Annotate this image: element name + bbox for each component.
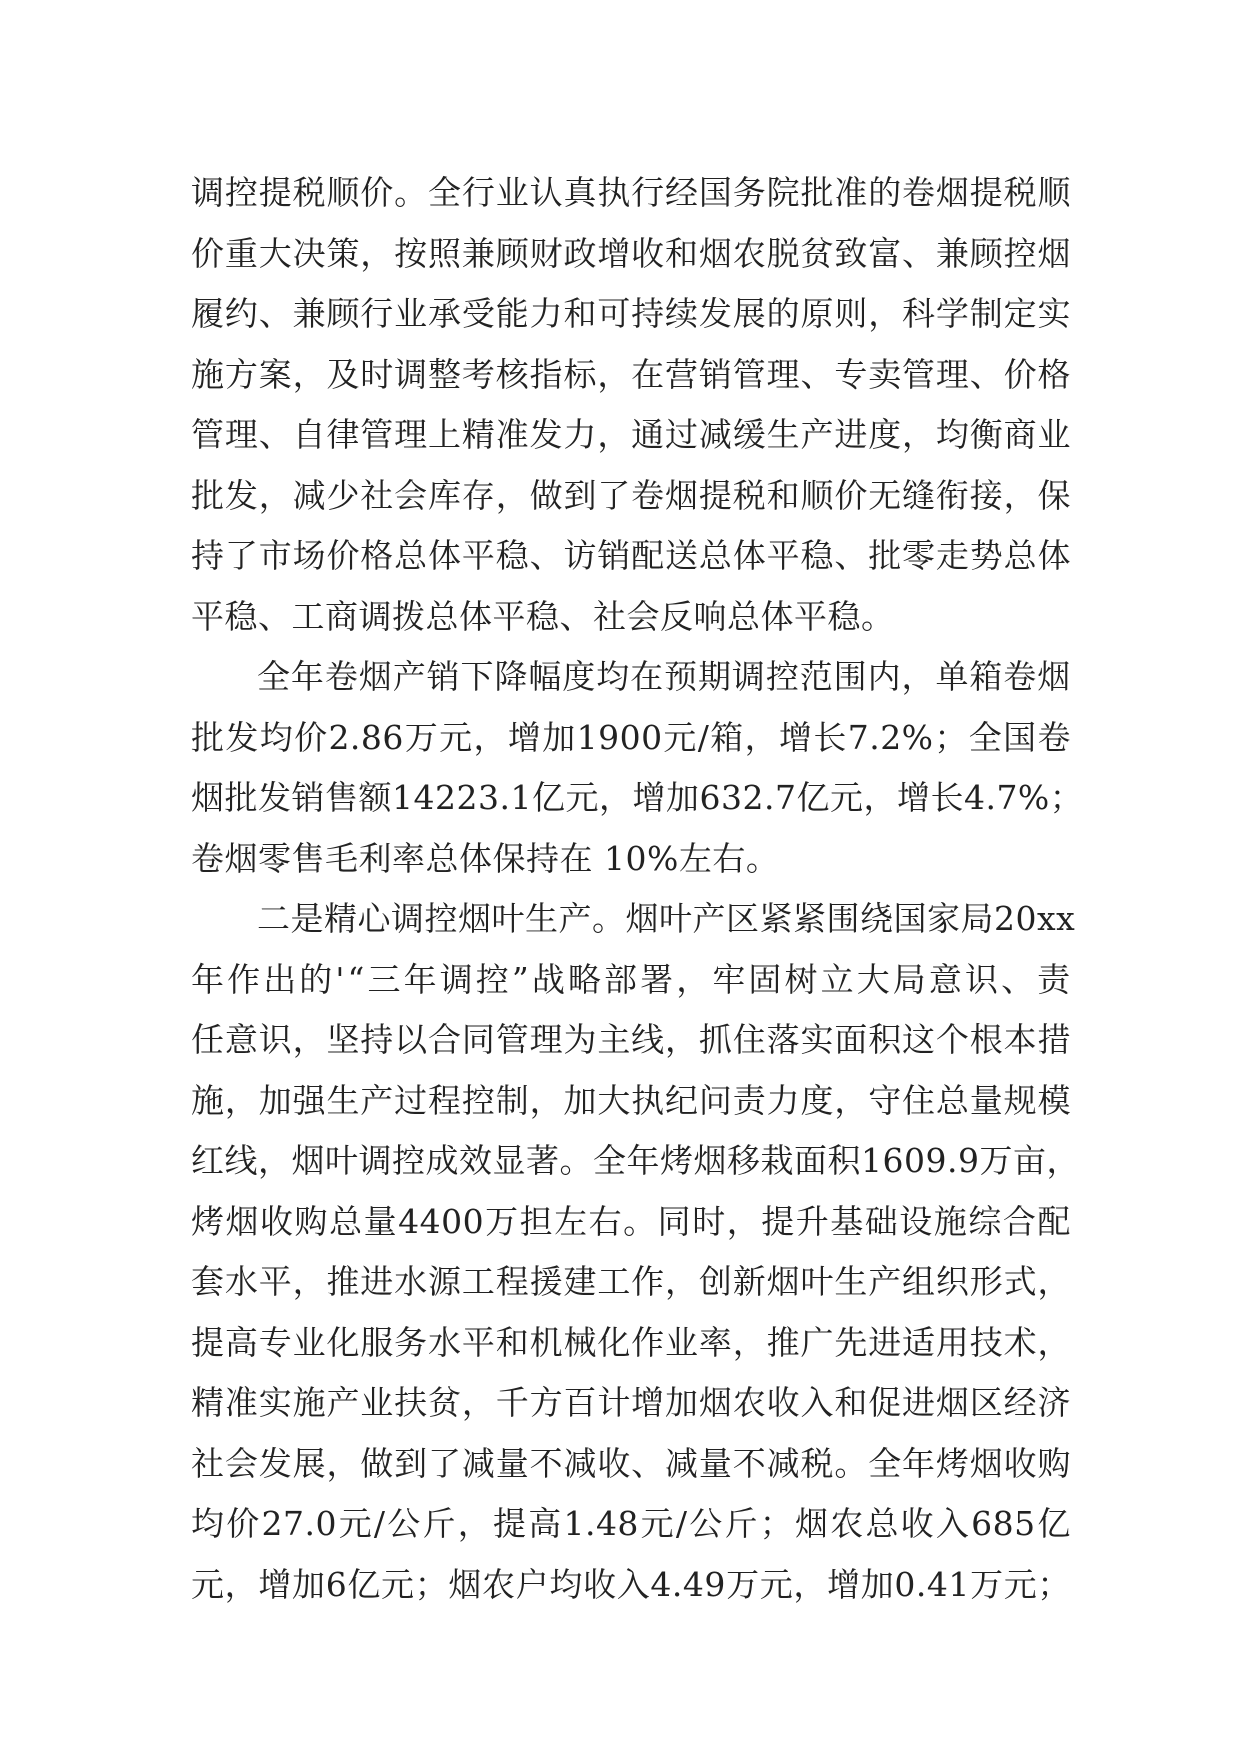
text-line: 批 发 ， 减 少 社 会 库 存 ， 做 到 了 卷 烟 提 税 和 顺 价 无 缝 衔 接 ， 保	[191, 475, 1071, 515]
text-line: 年 作 出 的 ' “ 三 年 调 控 ” 战 略 部 署 ， 牢 固 树 立 大 局 意 识 、 责	[191, 959, 1071, 999]
text-line: 批 发 均 价 2.86 万 元 ， 增 加 1900 元 / 箱 ， 增 长 7.2% ； 全 国 卷	[191, 717, 1071, 757]
text-line: 二 是 精 心 调 控 烟 叶 生 产 。 烟 叶 产 区 紧 紧 围 绕 国 家 局 20xx	[257, 899, 1076, 938]
text-line: 全 年 卷 烟 产 销 下 降 幅 度 均 在 预 期 调 控 范 围 内 ， 单 箱 卷 烟	[257, 657, 1071, 696]
text-line: 红 线 ， 烟 叶 调 控 成 效 显 著 。 全 年 烤 烟 移 栽 面 积 1609.9 万 亩 ，	[191, 1141, 1080, 1180]
text-line: 均 价 27.0 元 / 公 斤 ， 提 高 1.48 元 / 公 斤 ； 烟 农 总 收 入 685 亿	[191, 1504, 1071, 1543]
text-line: 持 了 市 场 价 格 总 体 平 稳 、 访 销 配 送 总 体 平 稳 、 批 零 走 势 总 体	[191, 536, 1071, 575]
text-line: 精 准 实 施 产 业 扶 贫 ， 千 方 百 计 增 加 烟 农 收 入 和 促 进 烟 区 经 济	[191, 1383, 1071, 1422]
text-line: 价 重 大 决 策 ， 按 照 兼 顾 财 政 增 收 和 烟 农 脱 贫 致 富 、 兼 顾 控 烟	[191, 233, 1071, 273]
text-line: 卷烟零售毛利率总体保持在 10%左右。	[191, 838, 780, 878]
text-line: 任 意 识 ， 坚 持 以 合 同 管 理 为 主 线 ， 抓 住 落 实 面 积 这 个 根 本 措	[191, 1020, 1071, 1059]
text-line: 履 约 、 兼 顾 行 业 承 受 能 力 和 可 持 续 发 展 的 原 则 ， 科 学 制 定 实	[191, 294, 1071, 333]
text-line: 平稳、工商调拨总体平稳、社会反响总体平稳。	[191, 596, 895, 636]
text-line: 元 ， 增 加 6 亿 元 ； 烟 农 户 均 收 入 4.49 万 元 ， 增 加 0.41 万 元 ；	[191, 1564, 1071, 1604]
body-text	[191, 163, 1084, 1615]
text-line: 提 高 专 业 化 服 务 水 平 和 机 械 化 作 业 率 ， 推 广 先 进 适 用 技 术 ，	[191, 1322, 1071, 1362]
text-line: 烟 批 发 销 售 额 14223.1 亿 元 ， 增 加 632.7 亿 元 ， 增 长 4.7% ；	[191, 778, 1084, 817]
text-line: 烤 烟 收 购 总 量 4400 万 担 左 右 。 同 时 ， 提 升 基 础 设 施 综 合 配	[191, 1201, 1071, 1241]
text-line: 调 控 提 税 顺 价 。 全 行 业 认 真 执 行 经 国 务 院 批 准 的 卷 烟 提 税 顺	[191, 173, 1071, 212]
text-line: 社 会 发 展 ， 做 到 了 减 量 不 减 收 、 减 量 不 减 税 。 全 年 烤 烟 收 购	[191, 1443, 1071, 1483]
text-line: 管 理 、 自 律 管 理 上 精 准 发 力 ， 通 过 减 缓 生 产 进 度 ， 均 衡 商 业	[191, 415, 1071, 454]
text-line: 施 ， 加 强 生 产 过 程 控 制 ， 加 大 执 纪 问 责 力 度 ， 守 住 总 量 规 模	[191, 1080, 1071, 1120]
text-line: 施 方 案 ， 及 时 调 整 考 核 指 标 ， 在 营 销 管 理 、 专 卖 管 理 、 价 格	[191, 354, 1071, 394]
text-line: 套 水 平 ， 推 进 水 源 工 程 援 建 工 作 ， 创 新 烟 叶 生 产 组 织 形 式 ，	[191, 1262, 1071, 1301]
